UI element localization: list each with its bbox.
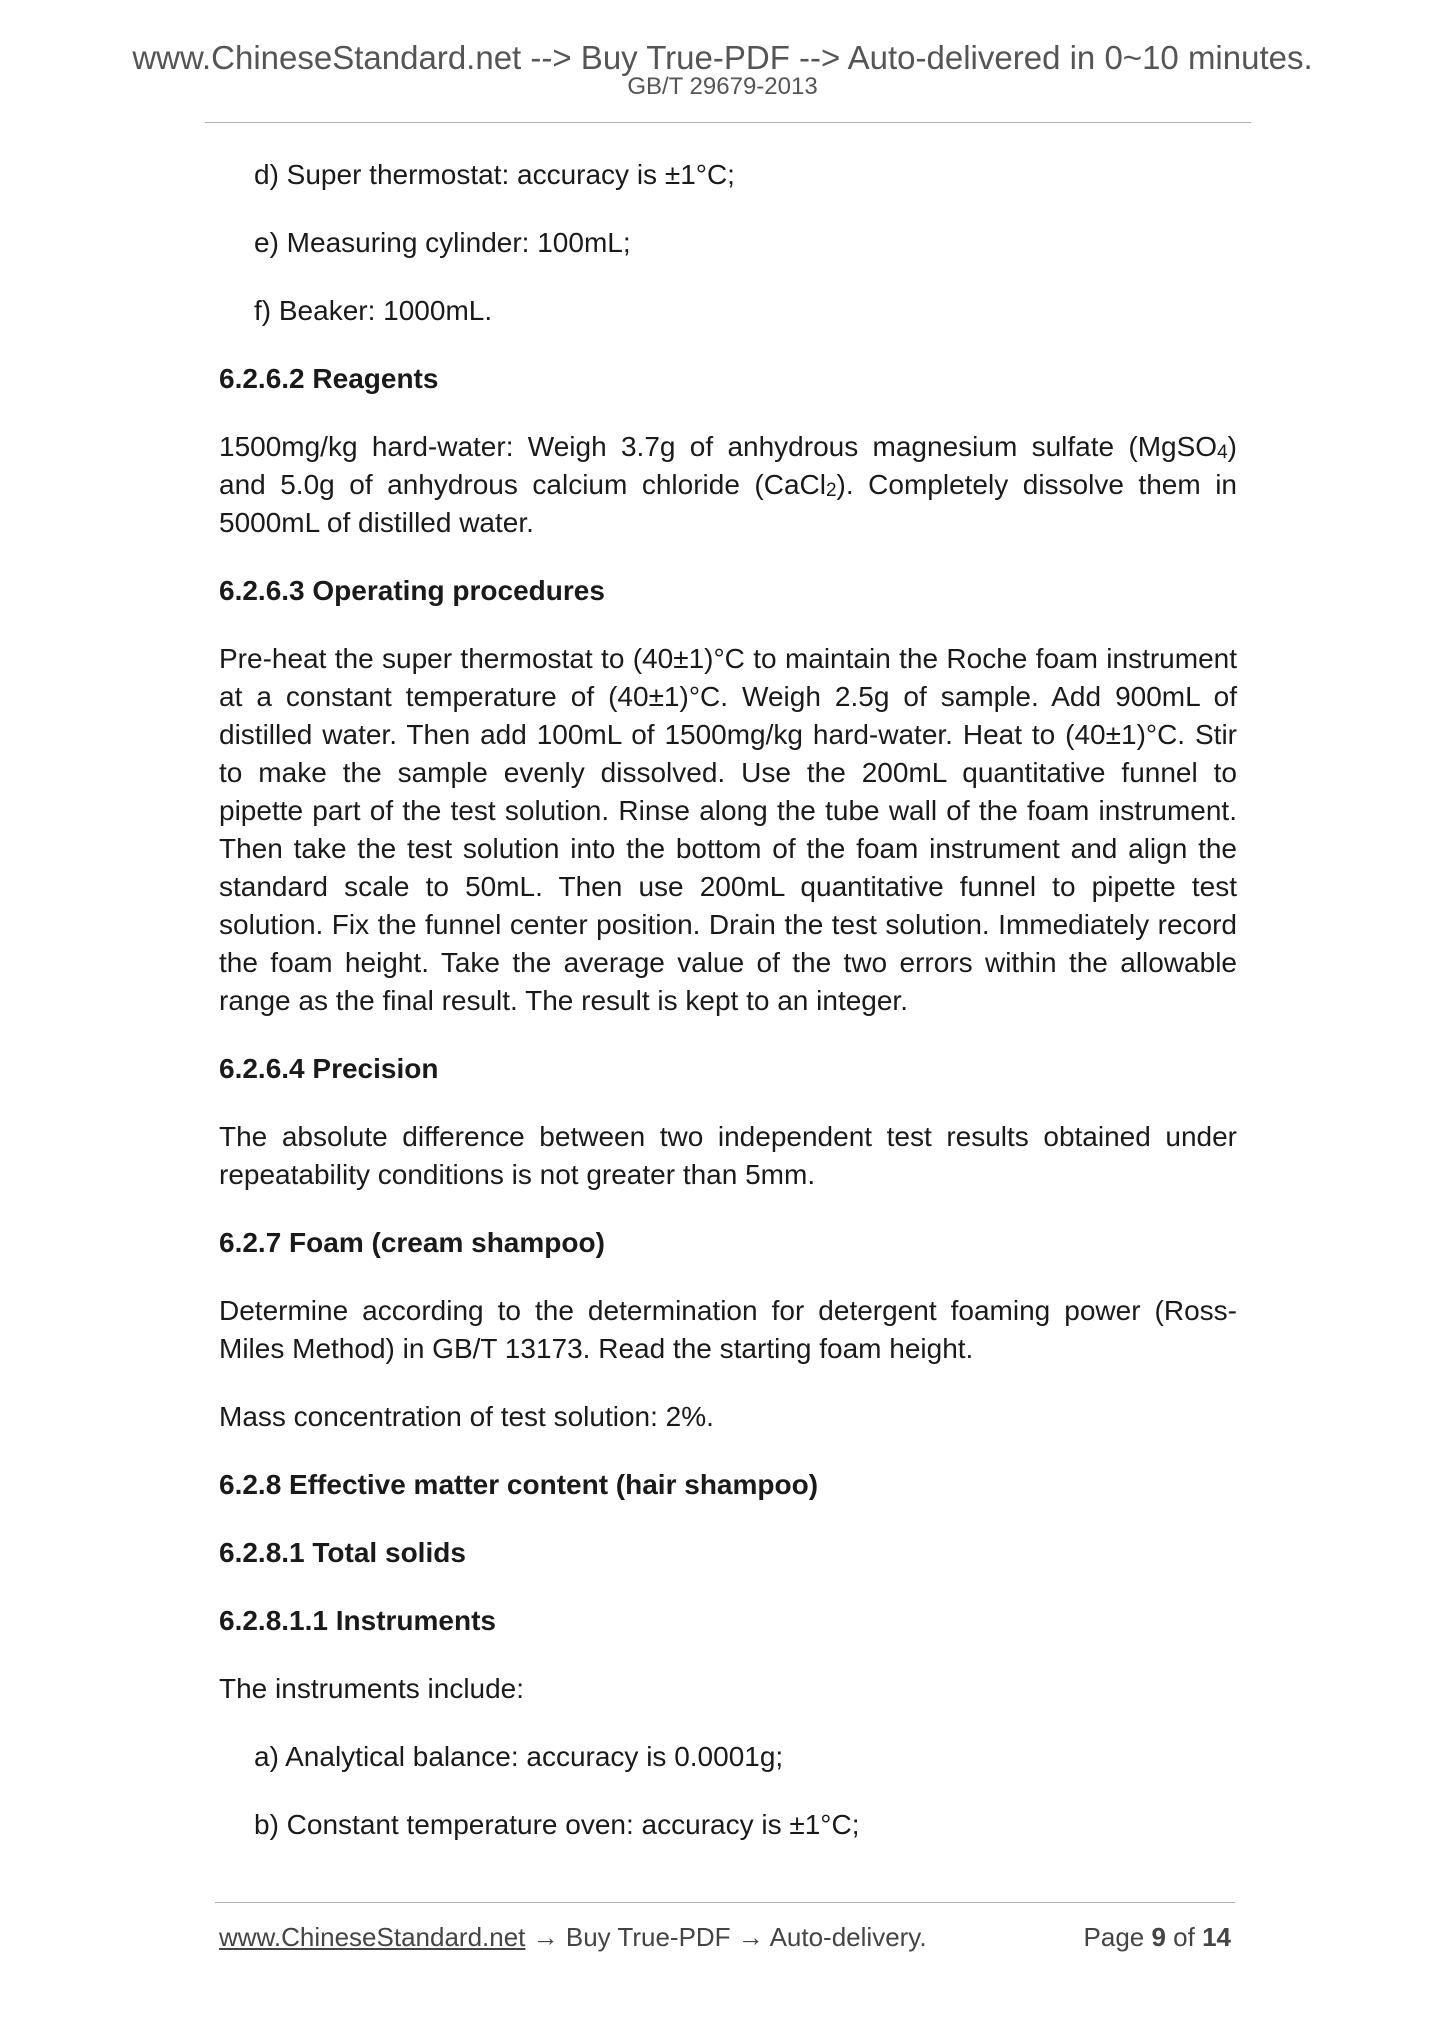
list-item-beaker: f) Beaker: 1000mL. xyxy=(254,295,493,326)
paragraph-precision: The absolute difference between two independent test results obtained under repeatability conditions is not greater than 5mm. xyxy=(219,1121,1237,1190)
header-banner: www.ChineseStandard.net --> Buy True-PDF --> Auto-delivered in 0~10 minutes. xyxy=(132,39,1313,76)
paragraph-operating-procedures: Pre-heat the super thermostat to (40±1)°C to maintain the Roche foam instrument at a constant temperature of (40±1)°C. Weigh 2.5g of sample. Add 900mL of distilled water. Then add 100mL of 1500mg/kg hard-water. Heat to (40±1)°C. Stir to make the sample evenly dissolved. Use the 200mL quantitative funnel to pipette part of the test solution. Rinse along the tube wall of the foam instrument. Then take the test solution into the bottom of the foam instrument and align the standard scale to 50mL. Then use 200mL quantitative funnel to pipette test solution. Fix the funnel center position. Drain the test solution. Immediately record the foam height. Take the average value of the two errors within the allowable range as the final result. The result is kept to an integer. xyxy=(219,643,1237,1016)
footer-site-link[interactable]: www.ChineseStandard.net xyxy=(219,1922,526,1952)
subscript-2: 2 xyxy=(825,480,837,501)
reagents-text-2: ) and 5.0g of anhydrous calcium chloride (CaCl xyxy=(219,431,1237,500)
heading-instruments: 6.2.8.1.1 Instruments xyxy=(219,1605,497,1636)
heading-total-solids: 6.2.8.1 Total solids xyxy=(219,1537,466,1568)
footer-promo xyxy=(219,1920,927,1954)
heading-operating-procedures: 6.2.6.3 Operating procedures xyxy=(219,575,605,606)
list-item-analytical-balance: a) Analytical balance: accuracy is 0.0001g; xyxy=(254,1741,784,1772)
reagents-text-3: ). Completely dissolve them in 5000mL of distilled water. xyxy=(219,469,1237,538)
reagents-text-1: 1500mg/kg hard-water: Weigh 3.7g of anhydrous magnesium sulfate (MgSO xyxy=(219,431,1218,462)
document-body xyxy=(219,156,1237,1874)
subscript-4: 4 xyxy=(1217,442,1228,463)
heading-precision: 6.2.6.4 Precision xyxy=(219,1053,439,1084)
page-label: Page xyxy=(1083,1922,1152,1952)
header-divider xyxy=(205,122,1251,123)
list-item-constant-temperature-oven: b) Constant temperature oven: accuracy is ±1°C; xyxy=(254,1809,860,1840)
list-item-super-thermostat: d) Super thermostat: accuracy is ±1°C; xyxy=(254,159,735,190)
heading-foam-cream-shampoo: 6.2.7 Foam (cream shampoo) xyxy=(219,1227,605,1258)
footer-divider xyxy=(215,1902,1235,1903)
heading-effective-matter: 6.2.8 Effective matter content (hair shampoo) xyxy=(219,1469,819,1500)
paragraph-foam-concentration: Mass concentration of test solution: 2%. xyxy=(219,1401,714,1432)
standard-code: GB/T 29679-2013 xyxy=(627,73,818,100)
heading-reagents: 6.2.6.2 Reagents xyxy=(219,363,439,394)
paragraph-instruments-intro: The instruments include: xyxy=(219,1673,525,1704)
list-item-measuring-cylinder: e) Measuring cylinder: 100mL; xyxy=(254,227,631,258)
page-number: 9 xyxy=(1151,1922,1166,1952)
page-total: 14 xyxy=(1202,1922,1231,1952)
page-of-label: of xyxy=(1165,1922,1203,1952)
footer-tagline: → Buy True-PDF → Auto-delivery. xyxy=(525,1922,927,1952)
paragraph-foam-method: Determine according to the determination for detergent foaming power (Ross-Miles Method) in GB/T 13173. Read the starting foam height. xyxy=(219,1295,1237,1364)
paragraph-reagents xyxy=(219,428,1237,542)
page-indicator xyxy=(1084,1920,1231,1954)
